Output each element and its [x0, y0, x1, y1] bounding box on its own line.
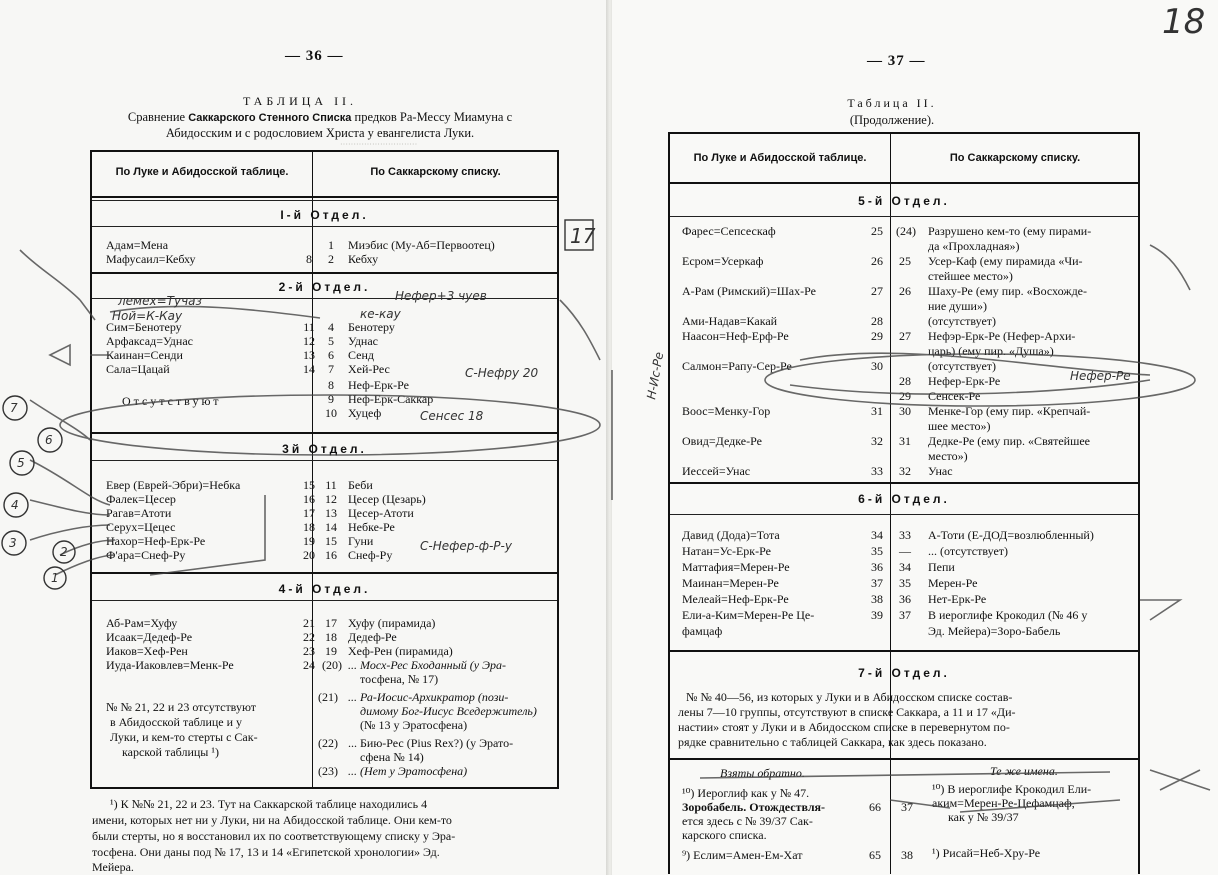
row-number: (24) [896, 224, 916, 238]
row-number: 23 [303, 644, 315, 658]
handwritten-note: Н-Ис-Ре [644, 350, 667, 401]
table-row-left: Аб-Рам=Хуфу [106, 616, 178, 630]
section7-text: рядке сравнительно с таблицей Саккара, как здесь показано. [678, 735, 987, 749]
table-row-right: (отсутствует) [928, 314, 997, 328]
row-number: 19 [325, 644, 337, 658]
table-row-right: Нефер-Ерк-Ре [928, 374, 1001, 388]
row-number: 13 [303, 348, 315, 362]
table-row-right: (отсутствует) [928, 359, 997, 373]
handwritten-note: Ной=К-Кау [112, 309, 183, 323]
handwritten-note: С-Нефру 20 [465, 366, 539, 380]
row-number: 31 [871, 404, 883, 418]
circled-number: 4 [11, 498, 19, 512]
table-row-left: Арфаксад=Уднас [106, 334, 193, 348]
row-number: 36 [871, 560, 883, 574]
rule [92, 196, 557, 198]
table-row-left: Ф'ара=Снеф-Ру [106, 548, 186, 562]
bottom-right-row: ¹) Рисай=Неб-Хру-Ре [932, 846, 1041, 860]
bottom-row: Зоробабель. Отождествля- [682, 800, 826, 814]
absent-note-line: в Абидосской таблице и у [110, 715, 243, 729]
row-number: 15 [303, 478, 315, 492]
table-row-right: Хуцеф [348, 406, 382, 420]
table-row-right: Эд. Мейера)=Зоро-Бабель [928, 624, 1061, 638]
table-row-right: Сенд [348, 348, 375, 362]
row-number: 31 [899, 434, 911, 448]
table-row-right: ... Бию-Рес (Pius Rex?) (у Эрато- [348, 736, 514, 750]
column-header-sakkara: По Саккарскому списку. [949, 152, 1081, 164]
handwritten-note: ке-кау [360, 307, 401, 321]
table-row-left: Овид=Дедке-Ре [682, 434, 762, 448]
table-row-right: Хей-Рес [348, 362, 390, 376]
table-row-right: Разрушено кем-то (ему пирами- [928, 224, 1092, 238]
table-row-left: Евер (Еврей-Эбри)=Небка [106, 478, 241, 492]
rule [92, 272, 557, 274]
row-number: 25 [899, 254, 911, 268]
table-row-left: Фалек=Цесер [106, 492, 176, 506]
row-number: 28 [871, 314, 883, 328]
row-number: 14 [303, 362, 315, 376]
table-row-right: стейшее место») [928, 269, 1013, 283]
row-number: 20 [303, 548, 315, 562]
table-row-right: Цесер-Атоти [348, 506, 414, 520]
table-row-right: ... Ра-Иосис-Архикратор (пози- [348, 690, 509, 704]
rule [92, 226, 557, 227]
row-number: 18 [303, 520, 315, 534]
row-number: 37 [901, 800, 913, 814]
row-number: 1 [328, 238, 334, 252]
footnote-line: имени, которых нет ни у Луки, ни на Абидосской таблице. Они кем-то [92, 813, 452, 827]
table-row-left: Маттафия=Мерен-Ре [682, 560, 790, 574]
row-number: 27 [899, 329, 911, 343]
column-header-sakkara: По Саккарскому списку. [370, 166, 501, 178]
row-number: 2 [328, 252, 334, 266]
table-row-right: Гуни [348, 534, 374, 548]
row-number: 36 [899, 592, 911, 606]
row-number: 30 [871, 359, 883, 373]
circled-number: 3 [9, 536, 17, 550]
row-number: 18 [325, 630, 337, 644]
table-row-left: Иуда-Иаковлев=Менк-Ре [106, 658, 234, 672]
circled-number: 1 [51, 571, 59, 585]
absent-note-line: Луки, и кем-то стерты с Сак- [110, 730, 258, 744]
table-row-left: Серух=Цецес [106, 520, 176, 534]
table-row-right: ние души») [928, 299, 987, 313]
absent-label: Отсутствуют [122, 394, 222, 408]
row-number: 16 [325, 548, 337, 562]
table-row-left: Каинан=Сенди [106, 348, 183, 362]
table-row-right: димому Бог-Иисус Вседержитель) [360, 704, 537, 718]
table-row-left: Салмон=Рапу-Сер-Ре [682, 359, 792, 373]
table-row-right: Бенотеру [348, 320, 395, 334]
table-row-right: А-Тоти (Е-ДОД=возлюбленный) [928, 528, 1094, 542]
circled-number: 6 [45, 433, 53, 447]
column-header-luke: По Луке и Абидосской таблице. [115, 166, 289, 178]
table-row-left: Наасон=Неф-Ерф-Ре [682, 329, 789, 343]
table-row-right: Дедке-Ре (ему пир. «Святейшее [928, 434, 1090, 448]
row-number: 33 [899, 528, 911, 542]
row-number: 34 [899, 560, 911, 574]
row-number: 28 [899, 374, 911, 388]
section-heading: І-й Отдел. [280, 208, 369, 222]
table-row-left: Мафусаил=Кебху [106, 252, 196, 266]
bottom-left-heading: Взяты обратно. [720, 766, 805, 780]
table-title-left: ТАБЛИЦА II. [242, 94, 358, 108]
table-row-right: да «Прохладная») [928, 239, 1020, 253]
table-row-right: ... (отсутствует) [928, 544, 1009, 558]
table-subtitle: Сравнение Саккарского Стенного Списка предков Ра-Мессу Миамуна с Абидосским и с родословием Христа у евангелиста Луки. [127, 110, 513, 140]
table-row-right: Беби [348, 478, 373, 492]
section7-text: № № 40—56, из которых у Луки и в Абидосском списке состав- [686, 690, 1013, 704]
row-number: 5 [328, 334, 334, 348]
table-row-right: Хеф-Рен (пирамида) [348, 644, 453, 658]
table-row-left: Ели-а-Ким=Мерен-Ре Це- [682, 608, 815, 622]
row-number: (23) [318, 764, 338, 778]
table-row-right: Мерен-Ре [928, 576, 978, 590]
table-row-right: Дедеф-Ре [348, 630, 397, 644]
table-row-left: Исаак=Дедеф-Ре [106, 630, 193, 644]
footnote-line: Мейера. [92, 860, 134, 874]
row-number: 26 [899, 284, 911, 298]
row-number: 25 [871, 224, 883, 238]
bottom-right-row: ¹⁰) В иероглифе Крокодил Ели- [932, 782, 1092, 796]
row-number: 17 [303, 506, 315, 520]
row-number: 14 [325, 520, 337, 534]
rule [92, 460, 557, 461]
section-heading: 5-й Отдел. [858, 194, 950, 208]
row-number: 11 [325, 478, 337, 492]
row-number: 15 [325, 534, 337, 548]
row-number: 8 [328, 378, 334, 392]
row-number: 26 [871, 254, 883, 268]
rule [92, 200, 557, 201]
right-page [612, 0, 1218, 875]
row-number: 24 [303, 658, 315, 672]
row-number: 4 [328, 320, 334, 334]
table-row-left: А-Рам (Римский)=Шах-Ре [682, 284, 816, 298]
row-number: 27 [871, 284, 883, 298]
table-row-right: Шаху-Ре (ему пир. «Восхожде- [928, 284, 1088, 298]
handwritten-note: Нефер-Ре [1070, 369, 1131, 383]
table-row-right: Нефэр-Ерк-Ре (Нефер-Архи- [928, 329, 1076, 343]
section-heading: 3й Отдел. [282, 442, 367, 456]
table-row-left: Мелеай=Неф-Ерк-Ре [682, 592, 789, 606]
row-number: 66 [869, 800, 881, 814]
rule [92, 572, 557, 574]
table-row-right: Нет-Ерк-Ре [928, 592, 987, 606]
row-number: 7 [328, 362, 334, 376]
section-heading: 7-й Отдел. [858, 666, 950, 680]
row-number: 30 [899, 404, 911, 418]
box-mark: 17 [570, 224, 596, 248]
table-row-right: ... (Нет у Эратосфена) [348, 764, 468, 778]
table-row-right: Уднас [348, 334, 378, 348]
table-row-right: Кебху [348, 252, 379, 266]
page-number-right: — 37 — [867, 53, 926, 69]
row-number: 29 [899, 389, 911, 403]
page-number-left: — 36 — [285, 48, 344, 64]
table-row-right: Цесер (Цезарь) [348, 492, 426, 506]
rule [670, 758, 1138, 760]
rule [670, 650, 1138, 652]
section-heading: 2-й Отдел. [278, 280, 371, 294]
table-row-left: Маинан=Мерен-Ре [682, 576, 779, 590]
left-page [0, 0, 608, 875]
table-row-right: (№ 13 у Эратосфена) [360, 718, 468, 732]
row-number: 13 [325, 506, 337, 520]
row-number: 17 [325, 616, 337, 630]
rule [670, 216, 1138, 217]
row-number: 21 [303, 616, 315, 630]
row-number: 8 [306, 252, 312, 266]
row-number: (22) [318, 736, 338, 750]
rule [92, 600, 557, 601]
footnote-line: ¹) К №№ 21, 22 и 23. Тут на Саккарской таблице находились 4 [110, 797, 428, 811]
table-row-left: фамцаф [682, 624, 723, 638]
row-number: (21) [318, 690, 338, 704]
table-row-right: Менке-Гор (ему пир. «Крепчай- [928, 404, 1091, 418]
bottom-row: ⁹) Еслим=Амен-Ем-Хат [682, 848, 803, 862]
row-number: 32 [871, 434, 883, 448]
table-row-right: шее место») [928, 419, 991, 433]
bleed-through-text: ····························· [340, 140, 418, 149]
table-title-right: Таблица II. [847, 96, 937, 110]
row-number: 34 [871, 528, 883, 542]
bottom-right-row: аким=Мерен-Ре-Цефамцаф, [932, 796, 1075, 810]
footnote-line: были стерты, но я восстановил их по соответствующему списку у Эра- [92, 829, 456, 843]
row-number: 38 [901, 848, 913, 862]
table-row-left: Сала=Цацай [106, 362, 170, 376]
circled-number: 5 [17, 456, 25, 470]
table-row-right: Неф-Ерк-Ре [348, 378, 409, 392]
footnote-line: тосфена. Они даны под № 17, 13 и 14 «Египетской хронологии» Эд. [92, 845, 440, 859]
table-row-left: Рагав=Атоти [106, 506, 172, 520]
row-number: 16 [303, 492, 315, 506]
circled-number: 7 [10, 401, 18, 415]
table-row-left: Есром=Усеркаф [682, 254, 764, 268]
table-row-right: Небке-Ре [348, 520, 395, 534]
row-number: 39 [871, 608, 883, 622]
row-number: 10 [325, 406, 337, 420]
table-row-right: Неф-Ерк-Саккар [348, 392, 434, 406]
table-row-right: Пепи [928, 560, 955, 574]
column-divider [312, 152, 313, 787]
row-number: 29 [871, 329, 883, 343]
table-row-right: царь) (ему пир. «Душа») [928, 344, 1054, 358]
table-row-left: Иаков=Хеф-Рен [106, 644, 188, 658]
table-subtitle-right: (Продолжение). [849, 113, 935, 127]
handwritten-note: Нефер+3 чуев [395, 289, 487, 303]
rule [92, 298, 557, 299]
table-row-right: Унас [928, 464, 953, 478]
row-number: 11 [303, 320, 315, 334]
table-row-right: место») [928, 449, 968, 463]
row-number: 19 [303, 534, 315, 548]
row-number: 12 [303, 334, 315, 348]
table-row-left: Сим=Бенотеру [106, 320, 182, 334]
table-row-right: В иероглифе Крокодил (№ 46 у [928, 608, 1088, 622]
bottom-right-heading: Те же имена. [990, 764, 1058, 778]
row-number: 6 [328, 348, 334, 362]
rule [670, 482, 1138, 484]
table-row-right: сфена № 14) [360, 750, 424, 764]
table-row-left: Ами-Надав=Какай [682, 314, 778, 328]
row-number: 65 [869, 848, 881, 862]
table-row-left: Адам=Мена [106, 238, 169, 252]
row-number: 35 [871, 544, 883, 558]
absent-note-line: карской таблицы ¹) [122, 745, 219, 759]
bottom-right-row: как у № 39/37 [948, 810, 1019, 824]
table-row-left: Давид (Дода)=Тота [682, 528, 780, 542]
bottom-row: ется здесь с № 39/37 Сак- [682, 814, 813, 828]
row-number: 37 [871, 576, 883, 590]
comparison-table-right [668, 132, 1140, 874]
row-number: 38 [871, 592, 883, 606]
handwritten-note: С-Нефер-ф-Р-у [420, 539, 512, 553]
table-row-left: Воос=Менку-Гор [682, 404, 771, 418]
column-header-luke: По Луке и Абидосской таблице. [693, 152, 867, 164]
section-heading: 6-й Отдел. [858, 492, 950, 506]
row-number: 22 [303, 630, 315, 644]
table-row-right: Усер-Каф (ему пирамида «Чи- [928, 254, 1083, 268]
bottom-row: карского списка. [682, 828, 767, 842]
row-number: 32 [899, 464, 911, 478]
corner-page-mark: 18 [1162, 2, 1206, 42]
rule [670, 514, 1138, 515]
table-row-right: Сенсек-Ре [928, 389, 981, 403]
comparison-table-left [90, 150, 559, 789]
table-row-left: Нахор=Неф-Ерк-Ре [106, 534, 206, 548]
table-row-left: Натан=Ус-Ерк-Ре [682, 544, 771, 558]
handwritten-note: Сенсес 18 [420, 409, 484, 423]
absent-note-line: № № 21, 22 и 23 отсутствуют [106, 700, 256, 714]
rule [92, 432, 557, 434]
row-number: — [899, 544, 911, 558]
table-row-right: тосфена, № 17) [360, 672, 439, 686]
row-number: 33 [871, 464, 883, 478]
table-row-right: Снеф-Ру [348, 548, 393, 562]
row-number: 12 [325, 492, 337, 506]
table-row-left: Иессей=Унас [682, 464, 751, 478]
table-row-right: ... Мосх-Рес Бходанный (у Эра- [348, 658, 506, 672]
section7-text: лены 7—10 группы, отсутствуют в списке Саккара, а 11 и 17 «Ди- [678, 705, 1016, 719]
handwritten-note: лемех=Тучаз [118, 294, 202, 308]
section7-text: настии» стоят у Луки и в Абидосском списке в перевернутом по- [678, 720, 1010, 734]
circled-number: 2 [60, 545, 68, 559]
table-row-right: Миэбис (Му-Аб=Первоотец) [348, 238, 495, 252]
bottom-row: ¹⁰) Иероглиф как у № 47. [682, 786, 810, 800]
row-number: 37 [899, 608, 911, 622]
row-number: 9 [328, 392, 334, 406]
row-number: 35 [899, 576, 911, 590]
rule [670, 182, 1138, 184]
section-heading: 4-й Отдел. [278, 582, 371, 596]
table-row-right: Хуфу (пирамида) [348, 616, 436, 630]
row-number: (20) [322, 658, 342, 672]
table-row-left: Фарес=Сепсескаф [682, 224, 776, 238]
